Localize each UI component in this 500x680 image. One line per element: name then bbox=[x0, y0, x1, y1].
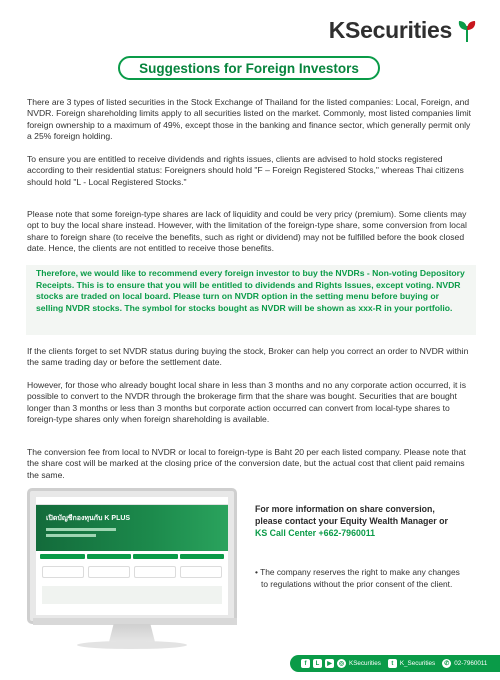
screen-card bbox=[88, 566, 130, 578]
hero-subline bbox=[46, 528, 116, 531]
monitor-frame bbox=[27, 488, 237, 624]
logo-text: KSecurities bbox=[328, 17, 452, 43]
screen-navbar bbox=[36, 497, 228, 505]
screen-card bbox=[134, 566, 176, 578]
paragraph-liquidity-note: Please note that some foreign-type shares are lack of liquidity and could be very pricy (premium). Some clients may opt to buy the local share instead. However, with the limitation of the foreign-type share, some conversion from local share to foreign share (to receive the benefits, such as right or dividend) may not be fulfilled before the book closed date. Hence, the clients are not entitled to receive those benefits. bbox=[27, 209, 467, 254]
leaf-logo-icon bbox=[456, 18, 478, 44]
screen-card-row bbox=[36, 562, 228, 582]
monitor-base bbox=[77, 641, 187, 649]
monitor-chin bbox=[33, 618, 237, 625]
paragraph-conversion-rules: However, for those who already bought local share in less than 3 months and no any corporate action occurred, it is possible to convert to the NVDR through the brokerage firm that the share was bought. Securities that are bought longer than 3 months or less than 3 months but corporate action occurred can convert from local-type shares to foreign-type shares only when foreign shareholding is available. bbox=[27, 380, 467, 425]
page-title: Suggestions for Foreign Investors bbox=[118, 56, 380, 80]
screen-strip bbox=[42, 586, 222, 604]
facebook-icon[interactable]: f bbox=[301, 659, 310, 668]
twitter-icon[interactable]: t bbox=[388, 659, 397, 668]
disclaimer-note bbox=[255, 567, 475, 590]
phone-number[interactable]: 02-7960011 bbox=[454, 660, 488, 667]
twitter-handle[interactable]: K_Securities bbox=[399, 660, 436, 667]
screen-card bbox=[42, 566, 84, 578]
nvdr-recommendation-box: Therefore, we would like to recommend every foreign investor to buy the NVDRs - Non-voting Depository Receipts. This is to ensure that you will be entitled to dividends and Rights Issues, except voting. NVDR stocks are traded on local board. Please turn on NVDR option in the setting menu before buying or selling NVDR stocks. The symbol for stocks bought as NVDR will be shown as xxx-R in your portfolio. bbox=[26, 265, 476, 335]
paragraph-listed-securities: There are 3 types of listed securities in the Stock Exchange of Thailand for the listed companies: Local, Foreign, and NVDR. Foreign shareholding limits apply to all securities listed on the market. Commonly, most listed companies limit foreign ownership to a maximum of 49%, except those in the banking and finance sector, which generally permit only a 25% foreign holding. bbox=[27, 97, 472, 142]
screen-tab bbox=[40, 554, 85, 559]
screen-tab bbox=[133, 554, 178, 559]
paragraph-registration-status: To ensure you are entitled to receive dividends and rights issues, clients are advised to hold stocks registered according to their residential status: Foreigners should hold "F – Foreign Registered Stocks," whereas Thai citizens should hold "L - Local Registered Stocks." bbox=[27, 154, 464, 187]
website-monitor-image bbox=[27, 488, 237, 663]
hero-text: เปิดบัญชีกองทุนกับ K PLUS bbox=[46, 515, 131, 522]
screen-tabs bbox=[36, 551, 228, 562]
contact-line: please contact your Equity Wealth Manager or bbox=[255, 516, 448, 526]
disclaimer-line: to regulations without the prior consent of the client. bbox=[261, 578, 453, 589]
screen-card bbox=[180, 566, 222, 578]
screen-hero-banner bbox=[36, 505, 228, 551]
paragraph-conversion-fee: The conversion fee from local to NVDR or local to foreign-type is Baht 20 per each listed company. Please note that the share cost will be marked at the closing price of the conversion date, but the actual cost that client paid remains the same. bbox=[27, 447, 466, 480]
ksecurities-logo bbox=[329, 17, 478, 44]
paragraph-nvdr-correction: If the clients forget to set NVDR status during buying the stock, Broker can help you correct an order to NVDR within the same trading day or before the settlement date. bbox=[27, 346, 469, 368]
monitor-screen bbox=[36, 497, 228, 615]
instagram-icon[interactable]: ◎ bbox=[338, 661, 345, 667]
social-handle[interactable]: KSecurities bbox=[349, 660, 381, 667]
contact-info bbox=[255, 503, 475, 539]
screen-tab bbox=[180, 554, 225, 559]
line-icon[interactable]: L bbox=[313, 659, 322, 668]
youtube-icon[interactable]: ▶ bbox=[325, 659, 334, 668]
hero-subline bbox=[46, 534, 96, 537]
footer-social-bar bbox=[290, 655, 500, 672]
call-center-number: KS Call Center +662-7960011 bbox=[255, 528, 376, 538]
contact-line: For more information on share conversion, bbox=[255, 504, 435, 514]
screen-tab bbox=[87, 554, 132, 559]
monitor-stand bbox=[109, 624, 155, 642]
disclaimer-line: • The company reserves the right to make any changes bbox=[255, 567, 460, 577]
phone-icon[interactable]: ✆ bbox=[444, 661, 450, 667]
